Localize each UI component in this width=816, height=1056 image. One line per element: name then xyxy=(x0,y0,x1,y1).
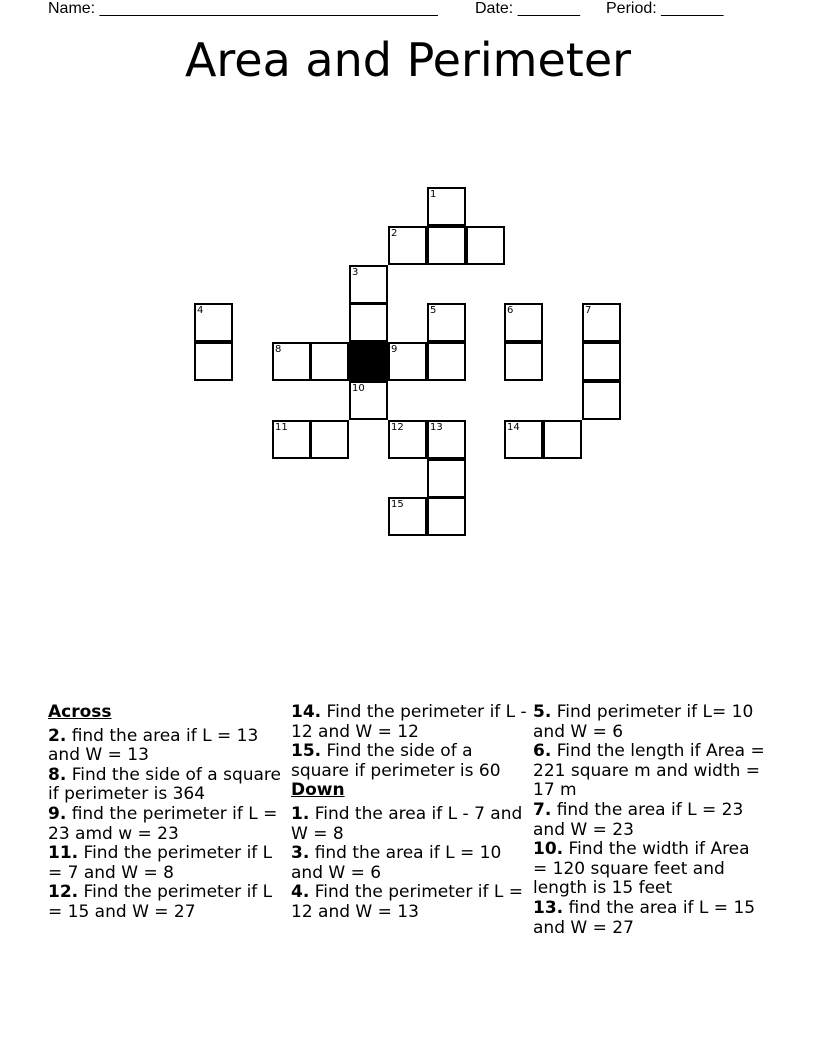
clue-item xyxy=(533,801,769,840)
clue-number: 9 xyxy=(391,344,398,355)
name-field[interactable]: Name: ______________________________________ xyxy=(48,0,438,17)
clue-column-1 xyxy=(48,703,284,923)
clue-section-heading: Down xyxy=(291,780,345,801)
clue-number: 7 xyxy=(585,305,592,316)
clue-item xyxy=(291,883,527,922)
crossword-cell[interactable] xyxy=(349,381,388,420)
clue-column-3 xyxy=(533,703,769,938)
crossword-cell[interactable] xyxy=(427,187,466,226)
clue-item-text: Find the perimeter if L = 12 and W = 13 xyxy=(291,882,523,922)
clue-item-text: Find perimeter if L= 10 and W = 6 xyxy=(533,702,754,742)
clue-item-text: Find the side of a square if perimeter is 60 xyxy=(291,741,501,781)
clue-item-number: 14. xyxy=(291,702,322,722)
crossword-cell[interactable] xyxy=(466,226,505,265)
clue-item-number: 4. xyxy=(291,882,310,903)
crossword-cell[interactable] xyxy=(582,303,621,342)
crossword-cell[interactable] xyxy=(582,381,621,420)
crossword-cell[interactable] xyxy=(310,342,349,381)
crossword-cell[interactable] xyxy=(388,497,427,536)
clue-column-2 xyxy=(291,703,527,923)
clue-item xyxy=(533,742,769,801)
clue-item xyxy=(533,840,769,899)
clue-item xyxy=(48,766,284,805)
crossword-cell[interactable] xyxy=(349,265,388,304)
crossword-cell[interactable] xyxy=(194,342,233,381)
clue-item-number: 8. xyxy=(48,764,67,785)
crossword-cell[interactable] xyxy=(349,303,388,342)
clue-item xyxy=(48,844,284,883)
clue-item xyxy=(291,703,527,742)
clue-item-text: Find the side of a square if perimeter is 364 xyxy=(48,764,281,805)
clue-item-number: 15. xyxy=(291,741,322,762)
clue-number: 12 xyxy=(391,422,404,433)
clue-number: 2 xyxy=(391,228,398,239)
crossword-cell[interactable] xyxy=(427,342,466,381)
clue-item xyxy=(533,899,769,938)
clue-item-number: 12. xyxy=(48,882,79,903)
crossword-cell[interactable] xyxy=(310,420,349,459)
clue-number: 5 xyxy=(430,305,437,316)
crossword-cell[interactable] xyxy=(388,342,427,381)
clue-item-number: 9. xyxy=(48,803,67,824)
crossword-cell[interactable] xyxy=(504,342,543,381)
crossword-cell[interactable] xyxy=(543,420,582,459)
crossword-cell[interactable] xyxy=(427,497,466,536)
crossword-cell[interactable] xyxy=(388,226,427,265)
clue-item-number: 10. xyxy=(533,839,564,860)
clue-item-number: 5. xyxy=(533,702,552,722)
clue-item-text: Find the area if L - 7 and W = 8 xyxy=(291,803,523,844)
clue-item-number: 7. xyxy=(533,799,552,820)
crossword-block xyxy=(349,342,388,381)
crossword-cell[interactable] xyxy=(504,303,543,342)
clue-number: 6 xyxy=(507,305,514,316)
clue-item-number: 6. xyxy=(533,741,552,762)
clue-item-text: find the area if L = 23 and W = 23 xyxy=(533,799,744,840)
clue-item-number: 11. xyxy=(48,843,79,864)
clue-item-number: 13. xyxy=(533,897,564,918)
clue-item-text: Find the perimeter if L = 15 and W = 27 xyxy=(48,882,273,922)
clue-item-text: Find the perimeter if L = 7 and W = 8 xyxy=(48,843,273,883)
clue-item xyxy=(48,883,284,922)
crossword-cell[interactable] xyxy=(388,420,427,459)
clue-item xyxy=(48,805,284,844)
crossword-cell[interactable] xyxy=(582,342,621,381)
clue-number: 8 xyxy=(275,344,282,355)
crossword-cell[interactable] xyxy=(272,342,311,381)
clue-item xyxy=(48,727,284,766)
crossword-cell[interactable] xyxy=(427,459,466,498)
clue-item-number: 3. xyxy=(291,843,310,864)
clue-number: 15 xyxy=(391,499,404,510)
clue-number: 14 xyxy=(507,422,520,433)
clue-number: 1 xyxy=(430,189,437,200)
clue-item-number: 2. xyxy=(48,725,67,746)
crossword-cell[interactable] xyxy=(194,303,233,342)
clue-item xyxy=(291,805,527,844)
clue-item-text: Find the perimeter if L - 12 and W = 12 xyxy=(291,702,527,742)
crossword-cell[interactable] xyxy=(427,226,466,265)
clue-item-text: find the area if L = 10 and W = 6 xyxy=(291,843,502,883)
clue-item-text: find the perimeter if L = 23 amd w = 23 xyxy=(48,803,278,844)
clue-number: 13 xyxy=(430,422,443,433)
clue-item-text: find the area if L = 15 and W = 27 xyxy=(533,897,756,938)
clue-item-number: 1. xyxy=(291,803,310,824)
clue-number: 3 xyxy=(352,267,359,278)
crossword-cell[interactable] xyxy=(272,420,311,459)
date-field[interactable]: Date: _______ xyxy=(475,0,580,17)
page-title: Area and Perimeter xyxy=(184,33,632,87)
clue-item-text: find the area if L = 13 and W = 13 xyxy=(48,725,259,766)
clue-number: 10 xyxy=(352,383,365,394)
crossword-cell[interactable] xyxy=(427,420,466,459)
clue-number: 4 xyxy=(197,305,204,316)
clue-item-text: Find the length if Area = 221 square m and width = 17 m xyxy=(533,741,765,801)
clue-item xyxy=(291,742,527,781)
crossword-cell[interactable] xyxy=(504,420,543,459)
clue-number: 11 xyxy=(275,422,288,433)
crossword-cell[interactable] xyxy=(427,303,466,342)
period-field[interactable]: Period: _______ xyxy=(606,0,724,17)
clue-item xyxy=(291,844,527,883)
clue-item xyxy=(533,703,769,742)
clue-section-heading: Across xyxy=(48,702,112,722)
clue-item-text: Find the width if Area = 120 square feet and length is 15 feet xyxy=(533,839,750,899)
